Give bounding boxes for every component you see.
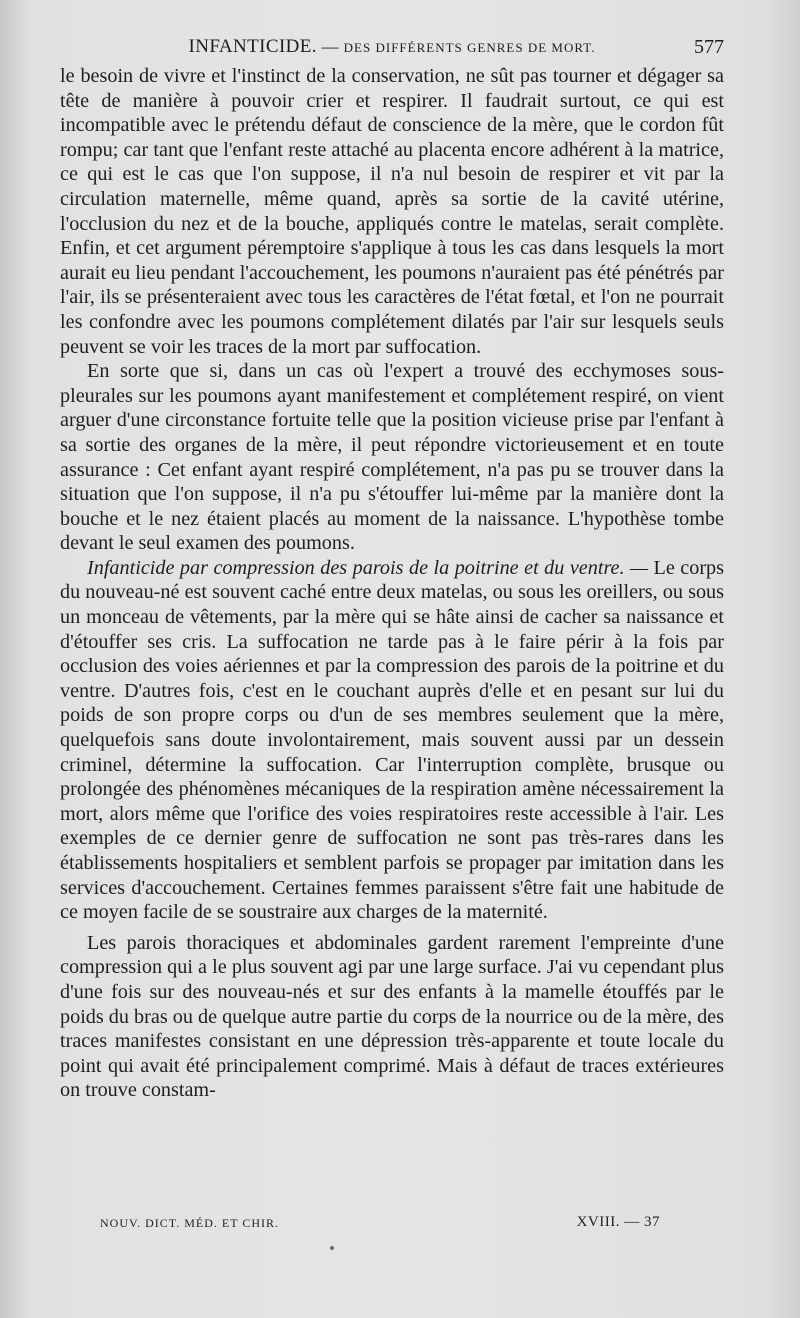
section-subheading: Infanticide par compression des parois de la poitrine et du ventre. — [87, 556, 648, 579]
running-title-sub: DES DIFFÉRENTS GENRES DE MORT. [343, 40, 596, 55]
paragraph-3 [60, 556, 724, 925]
body-text [60, 64, 724, 1103]
running-title [60, 35, 724, 60]
footer-publication: NOUV. DICT. MÉD. ET CHIR. [100, 1216, 280, 1230]
footer-volume-signature: XVIII. — 37 [576, 1214, 660, 1230]
paragraph-4: Les parois thoraciques et abdominales gardent rarement l'empreinte d'une compression qui a le plus souvent agi par une large surface. J'ai vu cependant plus d'une fois sur des nouveau-nés et sur des enfants à la mamelle étouffés par le poids du bras ou de quelque autre partie du corps de la nourrice ou de la mère, des traces manifestes consistant en une dépression très-apparente et toute locale du point qui avait été principalement comprimé. Mais à défaut de traces extérieures on trouve constam- [60, 931, 724, 1102]
running-title-main: INFANTICIDE. [188, 36, 317, 57]
page-number: 577 [694, 36, 724, 58]
paragraph-3-text: Le corps du nouveau-né est souvent caché entre deux matelas, ou sous les oreillers, ou sous un monceau de vêtements, par la mère qui se hâte ainsi de cacher sa naissance et d'étouffer ses cris. La suffocation ne tarde pas à le faire périr à la fois par occlusion des voies aériennes et par la compression des parois de la poitrine et du ventre. D'autres fois, c'est en le couchant auprès d'elle et en pesant sur lui du poids de son propre corps ou d'un de ses membres seulement que la mère, quelquefois sans doute involontairement, mais souvent aussi par un dessein criminel, détermine la suffocation. Car l'interruption complète, brusque ou prolongée des phénomènes mécaniques de la respiration amène nécessairement la mort, alors même que l'orifice des voies respiratoires reste accessible à l'air. Les exemples de ce dernier genre de suffocation ne sont pas très-rares dans les établissements hospitaliers et semblent parfois se propager par imitation dans les services d'accouchement. Certaines femmes paraissent s'être fait une habitude de ce moyen facile de se soustraire aux charges de la maternité. [60, 556, 724, 924]
page-header [60, 35, 724, 59]
paragraph-1: le besoin de vivre et l'instinct de la conservation, ne sût pas tourner et dégager sa tête de manière à pouvoir crier et respirer. Il faudrait surtout, ce qui est incompatible avec le prétendu défaut de conscience de la mère, que le cordon fût rompu; car tant que l'enfant reste attaché au placenta encore adhérent à la matrice, ce qui est le cas que l'on suppose, il n'a nul besoin de respirer et vit par la circulation maternelle, même quand, après sa sortie de la cavité utérine, l'occlusion du nez et de la bouche, appliqués contre le matelas, serait complète. Enfin, et cet argument péremptoire s'applique à tous les cas dans lesquels la mort aurait eu lieu pendant l'accouchement, les poumons n'auraient pas été pénétrés par l'air, ils se présenteraient avec tous les caractères de l'état fœtal, et l'on ne pourrait les confondre avec les poumons complétement dilatés par l'air sur lesquels seuls peuvent se voir les traces de la mort par suffocation. [60, 65, 724, 358]
running-title-separator: — [316, 37, 344, 56]
paragraph-2: En sorte que si, dans un cas où l'expert a trouvé des ecchymoses sous-pleurales sur les poumons ayant manifestement et complétement respiré, on vient arguer d'une circonstance fortuite telle que la position vicieuse prise par l'enfant à sa sortie des organes de la mère, il peut répondre victorieusement et en toute assurance : Cet enfant ayant respiré complétement, n'a pas pu se trouver dans la situation que l'on suppose, il n'a pu s'étouffer lui-même par la manière dont la bouche et le nez étaient placés au moment de la naissance. L'hypothèse tombe devant le seul examen des poumons. [60, 360, 724, 555]
ink-speck [330, 1246, 334, 1250]
page-footer [100, 1216, 660, 1238]
